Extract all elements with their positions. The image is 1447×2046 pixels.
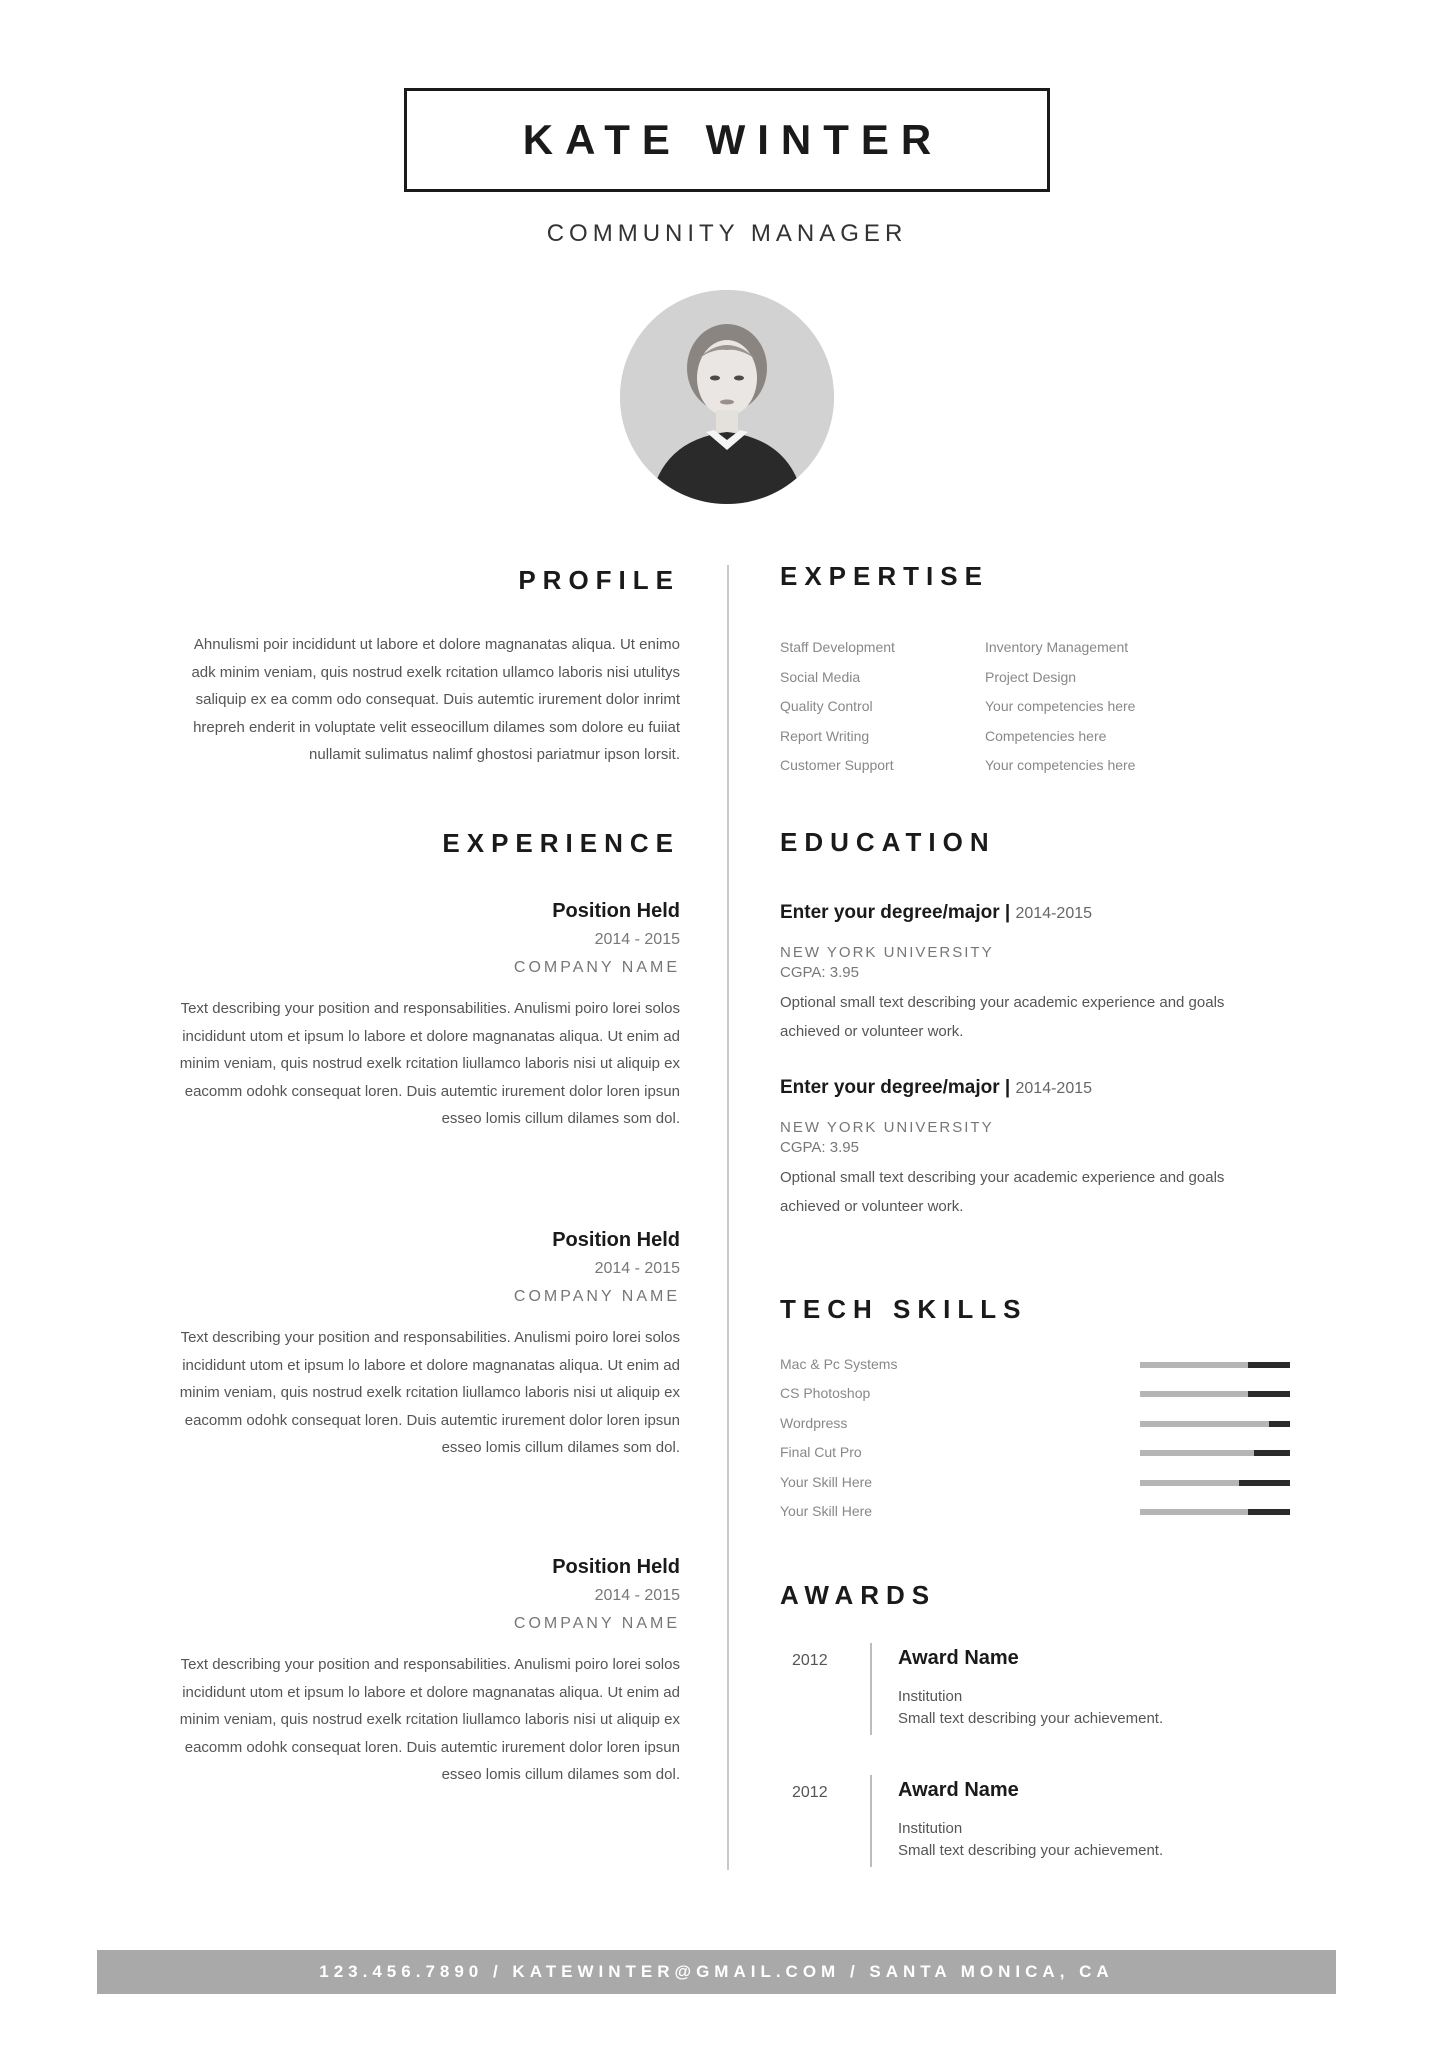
name-box <box>404 88 1050 192</box>
contact-footer <box>97 1950 1336 1994</box>
expertise-column-2 <box>985 633 1225 781</box>
position-description <box>80 1324 680 1462</box>
experience-item <box>80 900 680 1133</box>
education-item <box>780 1077 1320 1221</box>
skill-bar <box>1140 1421 1290 1427</box>
award-year: 2012 <box>792 1784 828 1801</box>
award-details <box>898 1779 1163 1859</box>
skill-label: Final Cut Pro <box>780 1444 862 1461</box>
column-divider <box>727 565 729 1870</box>
education-heading: EDUCATION <box>780 827 996 857</box>
expertise-item: Inventory Management <box>985 639 1129 655</box>
description-line: eacomm odohk consequat loren. Duis autemtic irurement dolor loren ipsun <box>184 1738 680 1756</box>
degree-separator: | <box>999 1077 1016 1098</box>
award-name: Award Name <box>898 1779 1019 1801</box>
description-line: minim veniam, quis nostrud exelk rcitation liullamco laboris nisi ut aliquip ex <box>179 1055 680 1073</box>
degree-separator: | <box>999 902 1016 923</box>
position-description <box>80 995 680 1133</box>
note-line: achieved or volunteer work. <box>780 1198 964 1215</box>
expertise-item: Staff Development <box>780 639 895 655</box>
note-line: achieved or volunteer work. <box>780 1023 964 1040</box>
award-description: Small text describing your achievement. <box>898 1710 1164 1727</box>
university-name: NEW YORK UNIVERSITY <box>780 944 994 961</box>
description-line: Text describing your position and responsabilities. Anulismi poiro lorei solos <box>180 1000 680 1017</box>
award-description: Small text describing your achievement. <box>898 1842 1164 1859</box>
profile-line: adk minim veniam, quis nostrud exelk rcitation ullamco laboris nisi utulitys <box>191 663 680 681</box>
profile-line: Ahnulismi poir incididunt ut labore et dolore magnanatas aliqua. Ut enimo <box>193 636 680 653</box>
position-title: Position Held <box>552 1229 680 1251</box>
skill-label: Wordpress <box>780 1414 848 1431</box>
description-line: minim veniam, quis nostrud exelk rcitation liullamco laboris nisi ut aliquip ex <box>179 1384 680 1402</box>
description-line: incididunt utom et ipsum lo labore et dolore magnanatas aliqua. Ut enim ad <box>182 1027 680 1045</box>
description-line: incididunt utom et ipsum lo labore et dolore magnanatas aliqua. Ut enim ad <box>182 1683 680 1701</box>
profile-heading: PROFILE <box>518 565 680 595</box>
profile-line: nullamit sulimatus nalimf ghostosi pariatmur ipson lorsit. <box>309 746 680 764</box>
skill-fill <box>1248 1362 1290 1368</box>
education-note <box>780 1163 1320 1221</box>
skill-fill <box>1248 1509 1290 1515</box>
skill-row <box>780 1385 1290 1414</box>
portrait-photo-icon <box>620 290 834 504</box>
education-item <box>780 902 1320 1046</box>
award-divider <box>870 1775 872 1867</box>
expertise-item: Customer Support <box>780 757 894 773</box>
description-line: Text describing your position and responsabilities. Anulismi poiro lorei solos <box>180 1656 680 1673</box>
job-title: COMMUNITY MANAGER <box>546 220 908 247</box>
position-years: 2014 - 2015 <box>594 931 680 948</box>
expertise-item: Quality Control <box>780 698 873 714</box>
description-line: incididunt utom et ipsum lo labore et dolore magnanatas aliqua. Ut enim ad <box>182 1356 680 1374</box>
skills-list <box>780 1356 1290 1532</box>
tech-skills-heading: TECH SKILLS <box>780 1294 1028 1324</box>
experience-item <box>80 1229 680 1462</box>
contact-info: 123.456.7890 / KATEWINTER@GMAIL.COM / SANTA MONICA, CA <box>319 1962 1114 1981</box>
resume-name: KATE WINTER <box>522 116 944 163</box>
degree-line <box>780 1077 1320 1099</box>
expertise-item: Report Writing <box>780 727 870 744</box>
skill-label: Mac & Pc Systems <box>780 1356 898 1372</box>
skill-row <box>780 1444 1290 1473</box>
skill-fill <box>1248 1391 1290 1397</box>
note-line: Optional small text describing your academic experience and goals <box>780 1169 1225 1186</box>
skill-fill <box>1239 1480 1290 1486</box>
skill-bar <box>1140 1509 1290 1515</box>
award-details <box>898 1647 1163 1727</box>
note-line: Optional small text describing your academic experience and goals <box>780 994 1225 1011</box>
description-line: Text describing your position and responsabilities. Anulismi poiro lorei solos <box>180 1329 680 1346</box>
company-name: COMPANY NAME <box>513 1615 680 1632</box>
description-line: esseo lomis cillum dilames som dol. <box>441 1110 680 1128</box>
profile-line: saliquip ex ea comm odo consequat. Duis autemtic irurement dolor inrimt <box>195 691 680 709</box>
skill-bar <box>1140 1362 1290 1368</box>
awards-heading: AWARDS <box>780 1580 937 1610</box>
skill-bar <box>1140 1391 1290 1397</box>
award-name: Award Name <box>898 1647 1019 1669</box>
description-line: eacomm odohk consequat loren. Duis autemtic irurement dolor loren ipsun <box>184 1411 680 1429</box>
degree-name: Enter your degree/major <box>780 1077 1000 1098</box>
profile-line: hrepreh enderit in voluptate velit esseocillum dilames som dolore eu fuiiat <box>193 718 680 736</box>
expertise-item: Competencies here <box>985 727 1107 744</box>
position-years: 2014 - 2015 <box>594 1587 680 1604</box>
skill-fill <box>1269 1421 1290 1427</box>
skill-label: CS Photoshop <box>780 1385 871 1402</box>
expertise-item: Your competencies here <box>985 698 1136 714</box>
skill-row <box>780 1356 1290 1385</box>
company-name: COMPANY NAME <box>513 1288 680 1305</box>
skill-label: Your Skill Here <box>780 1473 873 1490</box>
description-line: esseo lomis cillum dilames som dol. <box>441 1766 680 1784</box>
education-note <box>780 988 1320 1046</box>
gpa-value: CGPA: 3.95 <box>780 964 859 981</box>
experience-item <box>80 1556 680 1789</box>
degree-name: Enter your degree/major <box>780 902 1000 923</box>
skill-row <box>780 1474 1290 1503</box>
award-year: 2012 <box>792 1652 828 1669</box>
expertise-item: Project Design <box>985 668 1077 685</box>
position-years: 2014 - 2015 <box>594 1260 680 1277</box>
expertise-item: Social Media <box>780 668 861 685</box>
university-name: NEW YORK UNIVERSITY <box>780 1119 994 1136</box>
award-divider <box>870 1643 872 1735</box>
profile-photo <box>620 290 834 504</box>
position-description <box>80 1651 680 1789</box>
degree-year: 2014-2015 <box>1015 1080 1093 1097</box>
skill-bar <box>1140 1480 1290 1486</box>
skill-row <box>780 1415 1290 1444</box>
position-title: Position Held <box>552 1556 680 1578</box>
award-institution: Institution <box>898 1688 963 1705</box>
position-title: Position Held <box>552 900 680 922</box>
skill-label: Your Skill Here <box>780 1502 873 1519</box>
description-line: minim veniam, quis nostrud exelk rcitation liullamco laboris nisi ut aliquip ex <box>179 1711 680 1729</box>
degree-year: 2014-2015 <box>1015 905 1093 922</box>
description-line: eacomm odohk consequat loren. Duis autemtic irurement dolor loren ipsun <box>184 1082 680 1100</box>
expertise-column-1 <box>780 633 970 781</box>
profile-text <box>100 631 680 769</box>
experience-heading: EXPERIENCE <box>442 828 680 858</box>
expertise-item: Your competencies here <box>985 757 1136 773</box>
award-institution: Institution <box>898 1820 963 1837</box>
skill-bar <box>1140 1450 1290 1456</box>
skill-fill <box>1254 1450 1290 1456</box>
skill-row <box>780 1503 1290 1532</box>
description-line: esseo lomis cillum dilames som dol. <box>441 1439 680 1457</box>
company-name: COMPANY NAME <box>513 959 680 976</box>
degree-line <box>780 902 1320 924</box>
expertise-heading: EXPERTISE <box>780 561 989 591</box>
gpa-value: CGPA: 3.95 <box>780 1139 859 1156</box>
